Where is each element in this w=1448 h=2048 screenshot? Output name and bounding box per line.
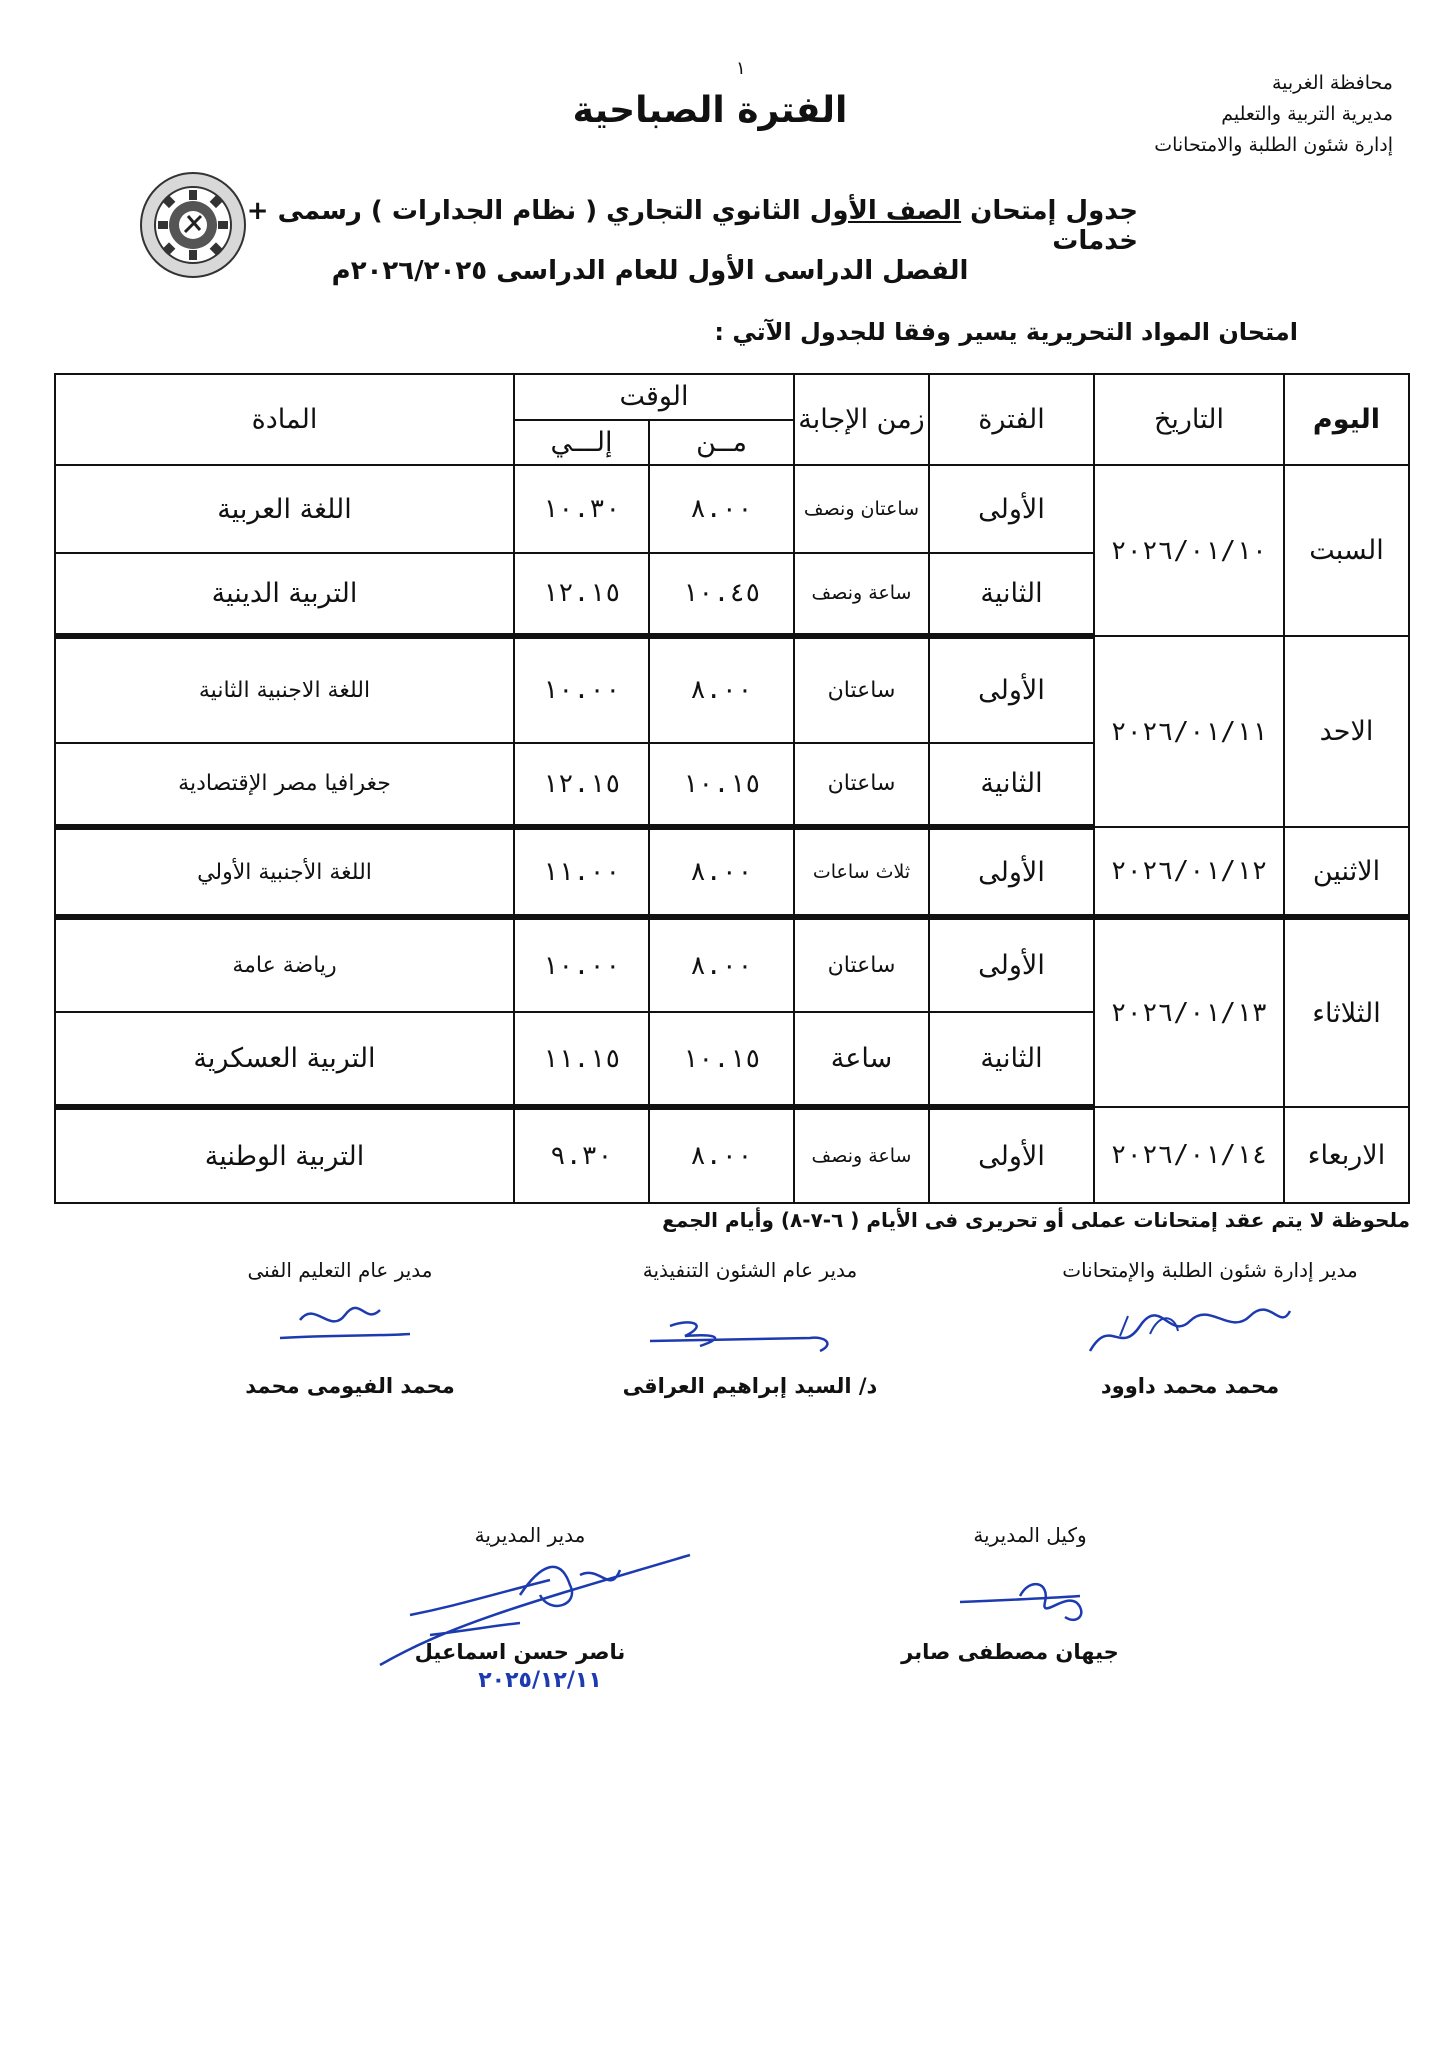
date-cell: ٢٠٢٦/٠١/١٠ [1094, 465, 1284, 636]
technical-director-name: محمد الفيومى محمد [245, 1374, 455, 1398]
to-cell: ١٢.١٥ [514, 743, 649, 827]
date-cell: ٢٠٢٦/٠١/١٢ [1094, 827, 1284, 917]
exam-title-suffix: الثانوي التجاري ( نظام الجدارات ) رسمى + خدمات [246, 196, 1138, 256]
subject-cell: اللغة العربية [55, 465, 514, 552]
affairs-director-signature-icon [1080, 1296, 1300, 1366]
table-row [55, 827, 1409, 917]
technical-director-title: مدير عام التعليم الفنى [247, 1258, 433, 1282]
page-number: ١ [736, 58, 746, 79]
table-row [55, 917, 1409, 1011]
directorate-director-title: مدير المديرية [474, 1523, 586, 1547]
day-cell: السبت [1284, 465, 1409, 636]
duration-cell: ساعتان [794, 636, 929, 743]
table-row [55, 1107, 1409, 1203]
period-cell: الأولى [929, 827, 1094, 917]
table-row [55, 465, 1409, 552]
instruction-text: امتحان المواد التحريرية يسير وفقا للجدول الآتي : [714, 318, 1298, 346]
to-cell: ١١.٠٠ [514, 827, 649, 917]
from-cell: ٨.٠٠ [649, 827, 794, 917]
from-cell: ٨.٠٠ [649, 636, 794, 743]
header-row [55, 374, 1409, 420]
semester-title: الفصل الدراسى الأول للعام الدراسى ٢٠٢٦/٢٠٢٥م [331, 256, 969, 286]
from-cell: ٨.٠٠ [649, 1107, 794, 1203]
day-cell: الاثنين [1284, 827, 1409, 917]
signature-date: ٢٠٢٥/١٢/١١ [478, 1668, 602, 1693]
technical-education-logo-icon [138, 170, 248, 280]
department-label: إدارة شئون الطلبة والامتحانات [1154, 134, 1393, 156]
header-from: مــن [649, 420, 794, 466]
executive-director-signature-icon [630, 1296, 850, 1366]
to-cell: ١٠.٠٠ [514, 636, 649, 743]
header-duration: زمن الإجابة [794, 374, 929, 465]
executive-director-name: د/ السيد إبراهيم العراقى [622, 1374, 878, 1398]
subject-cell: جغرافيا مصر الإقتصادية [55, 743, 514, 827]
day-cell: الاربعاء [1284, 1107, 1409, 1203]
header-to: إلـــي [514, 420, 649, 466]
header-date: التاريخ [1094, 374, 1284, 465]
technical-director-signature-icon [270, 1290, 490, 1360]
period-cell: الأولى [929, 636, 1094, 743]
header-subject: المادة [55, 374, 514, 465]
to-cell: ١٠.٣٠ [514, 465, 649, 552]
duration-cell: ساعتان [794, 743, 929, 827]
deputy-director-name: جيهان مصطفى صابر [901, 1640, 1119, 1664]
date-cell: ٢٠٢٦/٠١/١٤ [1094, 1107, 1284, 1203]
session-title: الفترة الصباحية [572, 90, 848, 131]
day-cell: الثلاثاء [1284, 917, 1409, 1107]
period-cell: الثانية [929, 1012, 1094, 1107]
to-cell: ٩.٣٠ [514, 1107, 649, 1203]
note-text: ملحوظة لا يتم عقد إمتحانات عملى أو تحريرى فى الأيام ( ٦-٧-٨) وأيام الجمع [662, 1208, 1410, 1232]
subject-cell: التربية العسكرية [55, 1012, 514, 1107]
table-row [55, 636, 1409, 743]
from-cell: ١٠.٤٥ [649, 553, 794, 636]
affairs-director-title: مدير إدارة شئون الطلبة والإمتحانات [1062, 1258, 1358, 1282]
header-period: الفترة [929, 374, 1094, 465]
exam-title-prefix: جدول إمتحان [961, 196, 1138, 226]
duration-cell: ساعتان ونصف [794, 465, 929, 552]
duration-cell: ساعة [794, 1012, 929, 1107]
period-cell: الثانية [929, 743, 1094, 827]
to-cell: ١١.١٥ [514, 1012, 649, 1107]
period-cell: الثانية [929, 553, 1094, 636]
exam-title-grade: الصف الأول [809, 196, 962, 226]
deputy-director-title: وكيل المديرية [973, 1523, 1087, 1547]
affairs-director-name: محمد محمد داوود [1100, 1374, 1280, 1398]
subject-cell: اللغة الاجنبية الثانية [55, 636, 514, 743]
date-cell: ٢٠٢٦/٠١/١١ [1094, 636, 1284, 827]
duration-cell: ساعتان [794, 917, 929, 1011]
duration-cell: ساعة ونصف [794, 1107, 929, 1203]
day-cell: الاحد [1284, 636, 1409, 827]
exam-title [238, 196, 1138, 256]
duration-cell: ساعة ونصف [794, 553, 929, 636]
subject-cell: رياضة عامة [55, 917, 514, 1011]
deputy-director-signature-icon [950, 1562, 1170, 1632]
period-cell: الأولى [929, 917, 1094, 1011]
from-cell: ١٠.١٥ [649, 1012, 794, 1107]
subject-cell: التربية الوطنية [55, 1107, 514, 1203]
header-time: الوقت [514, 374, 794, 420]
subject-cell: التربية الدينية [55, 553, 514, 636]
header-day: اليوم [1284, 374, 1409, 465]
from-cell: ٨.٠٠ [649, 465, 794, 552]
date-cell: ٢٠٢٦/٠١/١٣ [1094, 917, 1284, 1107]
directorate-label: مديرية التربية والتعليم [1221, 103, 1393, 125]
period-cell: الأولى [929, 1107, 1094, 1203]
period-cell: الأولى [929, 465, 1094, 552]
governorate-label: محافظة الغربية [1271, 72, 1393, 94]
duration-cell: ثلاث ساعات [794, 827, 929, 917]
from-cell: ١٠.١٥ [649, 743, 794, 827]
issuer-header [1093, 68, 1393, 161]
to-cell: ١٠.٠٠ [514, 917, 649, 1011]
exam-schedule-table [54, 373, 1410, 1204]
from-cell: ٨.٠٠ [649, 917, 794, 1011]
directorate-director-name: ناصر حسن اسماعيل [414, 1640, 626, 1664]
to-cell: ١٢.١٥ [514, 553, 649, 636]
subject-cell: اللغة الأجنبية الأولي [55, 827, 514, 917]
executive-director-title: مدير عام الشئون التنفيذية [642, 1258, 858, 1282]
